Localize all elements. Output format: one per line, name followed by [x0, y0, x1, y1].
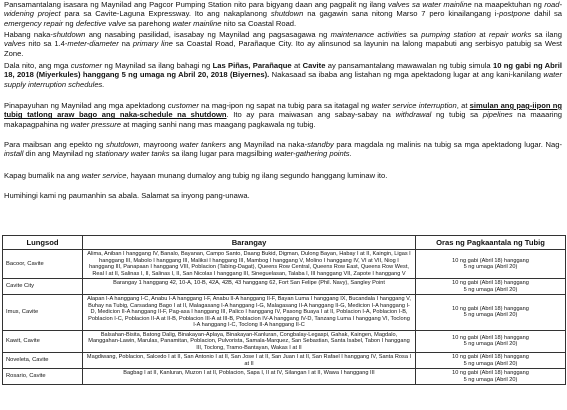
text-segment: road-widening project — [4, 0, 563, 19]
text-segment: at — [291, 61, 303, 70]
text-segment: din ang Maynilad ng — [23, 149, 96, 159]
text-segment: na maapektuhan ng — [471, 0, 545, 9]
text-segment: na — [118, 39, 133, 49]
schedule-end: 5 ng umaga (Abril 20) — [463, 312, 518, 319]
text-segment: pipelines — [482, 110, 513, 120]
text-segment: pumping station — [421, 30, 476, 39]
table-row — [3, 353, 566, 369]
schedule-end: 5 ng umaga (Abril 20) — [463, 360, 518, 367]
text-segment: nito sa 1.4- — [25, 39, 68, 49]
text-segment: ay pansamantalang mawawalan ng tubig simula — [325, 61, 493, 70]
cell-barangay: Magdiwang, Poblacion, Salcedo I at II, San Antonio I at II, San Jose I at II, San Juan I at II, San Rafael I hanggang IV, Santa Rosa I at II — [83, 353, 416, 369]
text-segment: install — [4, 149, 24, 159]
paragraph-affected-schedule — [4, 61, 562, 89]
text-segment: ang Maynilad na naka- — [225, 140, 308, 149]
text-segment: customer — [70, 61, 103, 70]
text-segment: Cavite — [302, 61, 326, 70]
paragraph-water-storage-advice — [4, 101, 562, 129]
text-segment: emergency repair — [4, 18, 64, 28]
text-segment: water mainline — [172, 18, 222, 28]
affected-areas-table — [2, 235, 566, 385]
text-segment: ng — [63, 18, 76, 28]
text-segment: nito sa Coastal Road. — [221, 18, 297, 28]
text-segment: standby — [307, 140, 334, 149]
cell-barangay: Bagbag I at II, Kanluran, Muzon I at II, Poblacion, Sapa I, II at IV, Silangan I at II, Wawa I hanggang III — [83, 369, 416, 385]
text-segment: Pinapayuhan ng Maynilad ang mga apektadong — [4, 101, 168, 110]
table-row — [3, 330, 566, 353]
header-barangay: Barangay — [83, 236, 416, 250]
text-segment: 10 ng gabi ng Abril 18, 2018 (Miyerkules) hanggang 5 ng umaga ng Abril 20, 2018 (Biyernes). — [4, 61, 562, 80]
text-segment: ang nasabing pasilidad, isasabay ng Maynilad ang pagsasagawa ng — [85, 30, 331, 39]
schedule-start: 10 ng gabi (Abril 18) hanggang — [452, 354, 529, 360]
cell-schedule — [416, 295, 566, 331]
text-segment: sa parehong — [126, 18, 173, 28]
text-segment: , at — [456, 101, 470, 110]
paragraph-water-tankers — [4, 140, 562, 159]
text-segment: stationary water tanks — [95, 149, 170, 159]
table-header-row — [3, 236, 566, 250]
text-segment: ng tubig sa — [431, 110, 483, 120]
cell-barangay: Barangay 1 hanggang 42, 10-A, 10-B, 42A, 42B, 43 hanggang 62, Fort San Felipe (Phil. Navy), Sangley Point — [83, 279, 416, 295]
text-segment: sa Coastal Road, Parañaque City. Ito ay alinsunod sa layunin na lalong mapabuti ang serbisyo patubig sa West Zone. — [4, 39, 562, 58]
cell-city: Bacoor, Cavite — [3, 250, 83, 279]
schedule-start: 10 ng gabi (Abril 18) hanggang — [452, 370, 529, 376]
cell-city: Kawit, Cavite — [3, 330, 83, 353]
text-segment: water service interruption — [371, 101, 457, 110]
table-row — [3, 369, 566, 385]
cell-schedule — [416, 250, 566, 279]
text-segment: simulan ang pag-iipon ng tubig tatlong araw bago ang naka-schedule na shutdown — [4, 101, 562, 120]
text-segment: sa ilang lugar para magsilbing — [169, 149, 275, 159]
text-segment: sa ilang — [531, 30, 562, 39]
text-segment: customer — [167, 101, 199, 110]
text-segment: primary line — [132, 39, 173, 49]
table-row — [3, 250, 566, 279]
cell-schedule — [416, 330, 566, 353]
text-segment: . Ito ay para maiwasan ang sabay-sabay na — [226, 110, 396, 120]
cell-schedule — [416, 353, 566, 369]
text-segment: maintenance activities — [330, 30, 407, 39]
header-oras: Oras ng Pagkaantala ng Tubig — [416, 236, 566, 250]
text-segment: defective valve — [75, 18, 126, 28]
text-segment: na mag-ipon ng sapat na tubig para sa itatagal ng — [198, 101, 372, 110]
text-segment: valves sa water mainline — [388, 0, 472, 9]
text-segment: Dala nito, ang mga — [4, 61, 71, 70]
text-segment: Humihingi kami ng paumanhin sa abala. Salamat sa inyong pang-unawa. — [4, 191, 250, 200]
cell-schedule — [416, 369, 566, 385]
text-segment: water-gathering points. — [274, 149, 352, 159]
cell-barangay: Alapan I-A hanggang I-C, Anabu I-A hanggang I-F, Anabu II-A hanggang II-F, Bayan Luma I hanggang IX, Bucandala I hanggang V, Buhay na Tubig, Carsadang Bago I at II, Malagasang I-A hanggang I-G, Malagasang II-A hanggang II-G, Medicion I-A hanggang I-D, Medicion II-A hanggang II-F, Pag-asa I hanggang III, Palico I hanggang IV, Pasong Buaya I at II, Poblacion I-A, Poblacion I-B, Poblacion I-C, Poblacion II-A at II-B, Poblacion III-A at III-B, Poblacion IV-A hanggang IV-D, Tanzang Luma I hanggang VI, Toclong I-A hanggang I-C, Toclong II-A hanggang II-C — [83, 295, 416, 331]
text-segment: at — [475, 30, 489, 39]
text-segment: water service — [81, 171, 127, 180]
paragraph-service-return — [4, 171, 562, 180]
schedule-start: 10 ng gabi (Abril 18) hanggang — [452, 305, 529, 312]
text-segment: shutdown — [52, 30, 86, 39]
table-row — [3, 295, 566, 331]
paragraph-shutdown-intro — [4, 0, 562, 28]
text-segment: shutdown — [106, 140, 139, 149]
schedule-start: 10 ng gabi (Abril 18) hanggang — [452, 280, 529, 286]
text-segment: Pansamantalang isasara ng Maynilad ang Pagcor Pumping Station nito para bigyang daan ang pagpalit ng ilang — [4, 0, 389, 9]
text-segment: para sa Cavite-Laguna Expressway. Ito ang nakaplanong — [60, 9, 271, 19]
text-segment: withdrawal — [395, 110, 432, 120]
paragraph-apology — [4, 191, 562, 200]
cell-barangay: Balsahan-Bisita, Batong Dalig, Binakayan-Aplaya, Binakayan-Kanluran, Congbalay-Legaspi, Gahak, Kaingen, Magdalo, Manggahan-Lawin, Marulas, Panamitan, Poblacion, Pulvorista, Samala-Marquez, San Sebastian, Santa Isabel, Tabon I hanggang III, Toclong, Tramo-Bantayan, Wakas I at II — [83, 330, 416, 353]
cell-barangay: Alima, Aniban I hanggang IV, Banalo, Bayanan, Campo Santo, Daang Bukid, Digman, Dulong Bayan, Habay I at II, Kaingin, Ligas I hanggang III, Mabolo I hanggang III, Maliksi I hanggang III, Mambog I hanggang V, Molino I hanggang IV, VI at VII, Niog I hanggang III, Panapaan I hanggang VIII, Poblacion (Tabing-Dagat), Queens Row Central, Queens Row East, Queens Row West, Real I at II, Salinas I, II, Salinas I, II, San Nicolas I hanggang III, Sineguelasan, Talaba I, III hanggang VII, Zapote I hanggang V — [83, 250, 416, 279]
header-lungsod: Lungsod — [3, 236, 83, 250]
cell-city: Rosario, Cavite — [3, 369, 83, 385]
text-segment: at maging sanhi nang mas maagang pagkawala ng tubig. — [120, 119, 316, 129]
text-segment: ng Maynilad sa ilang bahagi ng — [102, 61, 213, 70]
text-segment: Para maibsan ang epekto ng — [4, 140, 107, 149]
schedule-end: 5 ng umaga (Abril 20) — [463, 341, 518, 348]
table-row — [3, 279, 566, 295]
text-segment: water tankers — [179, 140, 226, 149]
text-segment: , hayaan munang dumaloy ang tubig ng ilang segundo hanggang luminaw ito. — [126, 171, 388, 180]
text-segment: dahil sa — [530, 9, 562, 19]
text-segment: shutdown — [270, 9, 304, 19]
text-segment: Kapag bumalik na ang — [4, 171, 82, 180]
text-segment: meter-diameter — [67, 39, 119, 49]
schedule-end: 5 ng umaga (Abril 20) — [463, 286, 518, 293]
cell-city: Cavite City — [3, 279, 83, 295]
text-segment: valves — [4, 39, 26, 49]
text-segment: water pressure — [70, 119, 121, 129]
paragraph-maintenance — [4, 30, 562, 58]
text-segment: Habang naka- — [4, 30, 53, 39]
cell-city: Imus, Cavite — [3, 295, 83, 331]
text-segment: Las Piñas, Parañaque — [212, 61, 292, 70]
text-segment: sa — [406, 30, 422, 39]
cell-schedule — [416, 279, 566, 295]
text-segment: water supply interruption schedules. — [4, 70, 562, 89]
text-segment: postpone — [499, 9, 531, 19]
text-segment: Nakasaad sa ibaba ang listahan ng mga apektadong lugar at ang kani-kanilang — [269, 70, 544, 80]
text-segment: na maaaring makapagpahina ng — [4, 110, 563, 129]
text-segment: para magdala ng malinis na tubig sa mga apektadong lugar. Nag- — [333, 140, 562, 149]
schedule-start: 10 ng gabi (Abril 18) hanggang — [452, 334, 529, 341]
text-segment: repair works — [488, 30, 532, 39]
schedule-start: 10 ng gabi (Abril 18) hanggang — [452, 257, 529, 264]
schedule-end: 5 ng umaga (Abril 20) — [463, 264, 518, 270]
cell-city: Noveleta, Cavite — [3, 353, 83, 369]
text-segment: na gagawin sana nitong Marso 7 pero kinailangang i- — [303, 9, 500, 19]
schedule-end: 5 ng umaga (Abril 20) — [463, 376, 518, 383]
text-segment: , mayroong — [138, 140, 180, 149]
